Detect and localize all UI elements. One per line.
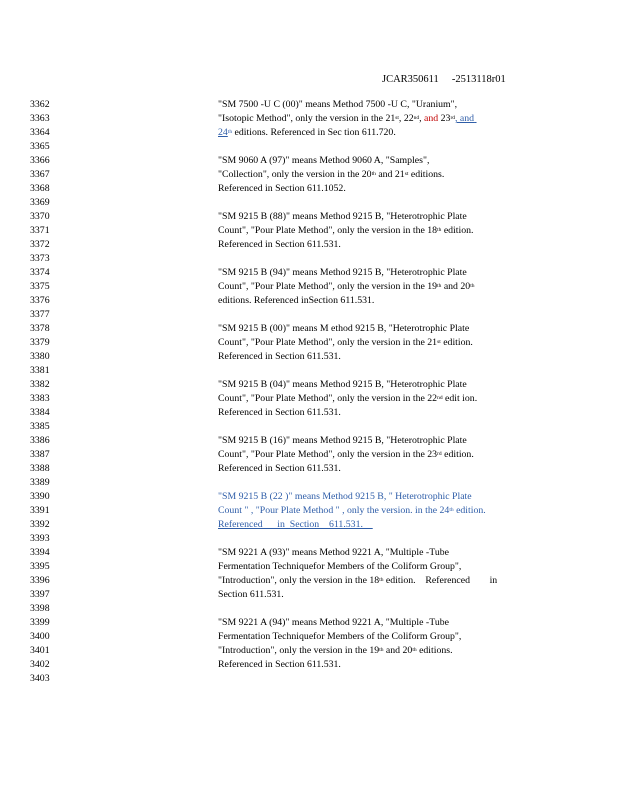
definition-line: Referenced in Section 611.531. <box>218 407 341 418</box>
line-number: 3396 <box>30 575 50 586</box>
definition-line: "SM 9215 B (04)" means Method 9215 B, "Heterotrophic Plate <box>218 379 467 390</box>
line-number: 3398 <box>30 603 50 614</box>
line-number: 3373 <box>30 253 50 264</box>
line-number: 3372 <box>30 239 50 250</box>
definition-line: Fermentation Techniquefor Members of the Coliform Group", <box>218 631 462 642</box>
line-number: 3399 <box>30 617 50 628</box>
definition-line: "SM 9215 B (94)" means Method 9215 B, "Heterotrophic Plate <box>218 267 467 278</box>
definition-line: Referenced in Section 611.531. <box>218 239 341 250</box>
line-number: 3379 <box>30 337 50 348</box>
line-number: 3367 <box>30 169 50 180</box>
line-number: 3369 <box>30 197 50 208</box>
line-number: 3362 <box>30 99 50 110</box>
definition-line: "SM 7500 -U C (00)" means Method 7500 -U C, "Uranium", <box>218 99 458 110</box>
definition-line: "SM 9215 B (88)" means Method 9215 B, "Heterotrophic Plate <box>218 211 467 222</box>
line-number: 3395 <box>30 561 50 572</box>
definition-line: Referenced in Section 611.531. <box>218 351 341 362</box>
line-number: 3403 <box>30 673 50 684</box>
inserted-text: 24 <box>218 127 228 138</box>
inserted-definition-line: Count " , "Pour Plate Method " , only the version. in the 24th edition. <box>218 505 486 516</box>
line-number: 3378 <box>30 323 50 334</box>
document-id: JCAR350611 <box>382 74 439 85</box>
revision-number: -2513118r01 <box>451 74 506 85</box>
definition-line: Fermentation Techniquefor Members of the Coliform Group", <box>218 561 462 572</box>
definition-line: editions. Referenced inSection 611.531. <box>218 295 375 306</box>
line-number: 3401 <box>30 645 50 656</box>
line-number: 3363 <box>30 113 50 124</box>
line-number: 3388 <box>30 463 50 474</box>
definition-line: Count", "Pour Plate Method", only the version in the 19th and 20th <box>218 281 475 292</box>
definition-line: Section 611.531. <box>218 589 284 600</box>
line-number: 3383 <box>30 393 50 404</box>
definition-line: "SM 9221 A (93)" means Method 9221 A, "Multiple -Tube <box>218 547 449 558</box>
definition-line: Referenced in Section 611.531. <box>218 463 341 474</box>
line-number: 3365 <box>30 141 50 152</box>
line-number: 3381 <box>30 365 50 376</box>
line-number: 3392 <box>30 519 50 530</box>
line-number: 3391 <box>30 505 50 516</box>
definition-line: Count", "Pour Plate Method", only the version in the 18th edition. <box>218 225 474 236</box>
line-number: 3370 <box>30 211 50 222</box>
definition-line: Referenced in Section 611.1052. <box>218 183 346 194</box>
line-number: 3384 <box>30 407 50 418</box>
definition-line: "Introduction", only the version in the 19th and 20th editions. <box>218 645 453 656</box>
line-number: 3375 <box>30 281 50 292</box>
definition-line: "SM 9215 B (16)" means Method 9215 B, "Heterotrophic Plate <box>218 435 467 446</box>
inserted-text: , and <box>455 113 475 124</box>
page-header <box>382 74 506 85</box>
line-number: 3400 <box>30 631 50 642</box>
inserted-definition-line: Referenced in Section 611.531. <box>218 519 373 530</box>
definition-line: Count", "Pour Plate Method", only the version in the 21st edition. <box>218 337 473 348</box>
definition-line: "Collection", only the version in the 20th and 21st editions. <box>218 169 445 180</box>
line-number: 3386 <box>30 435 50 446</box>
line-number: 3387 <box>30 449 50 460</box>
line-number: 3368 <box>30 183 50 194</box>
definition-line: 24th editions. Referenced in Sec tion 611.720. <box>218 127 396 138</box>
definition-line: "SM 9221 A (94)" means Method 9221 A, "Multiple -Tube <box>218 617 449 628</box>
inserted-definition-line: "SM 9215 B (22 )" means Method 9215 B, " Heterotrophic Plate <box>218 491 472 502</box>
definition-line: Count", "Pour Plate Method", only the version in the 22nd edit ion. <box>218 393 478 404</box>
line-number: 3402 <box>30 659 50 670</box>
line-number: 3394 <box>30 547 50 558</box>
definition-line: "SM 9215 B (00)" means M ethod 9215 B, "Heterotrophic Plate <box>218 323 470 334</box>
definition-line: "SM 9060 A (97)" means Method 9060 A, "Samples", <box>218 155 430 166</box>
line-number: 3376 <box>30 295 50 306</box>
line-number: 3364 <box>30 127 50 138</box>
line-number: 3382 <box>30 379 50 390</box>
definition-line: Referenced in Section 611.531. <box>218 659 341 670</box>
line-number: 3397 <box>30 589 50 600</box>
line-number: 3390 <box>30 491 50 502</box>
definition-line: "Introduction", only the version in the 18th edition. Referenced in <box>218 575 498 586</box>
line-number: 3380 <box>30 351 50 362</box>
line-number: 3374 <box>30 267 50 278</box>
line-number: 3377 <box>30 309 50 320</box>
definition-line: "Isotopic Method", only the version in the 21st, 22nd, and 23rd, and <box>218 113 475 124</box>
definition-line: Count", "Pour Plate Method", only the version in the 23rd edition. <box>218 449 474 460</box>
line-number: 3366 <box>30 155 50 166</box>
line-number: 3385 <box>30 421 50 432</box>
line-number: 3393 <box>30 533 50 544</box>
inserted-text: and <box>424 113 439 124</box>
line-number: 3389 <box>30 477 50 488</box>
line-number: 3371 <box>30 225 50 236</box>
